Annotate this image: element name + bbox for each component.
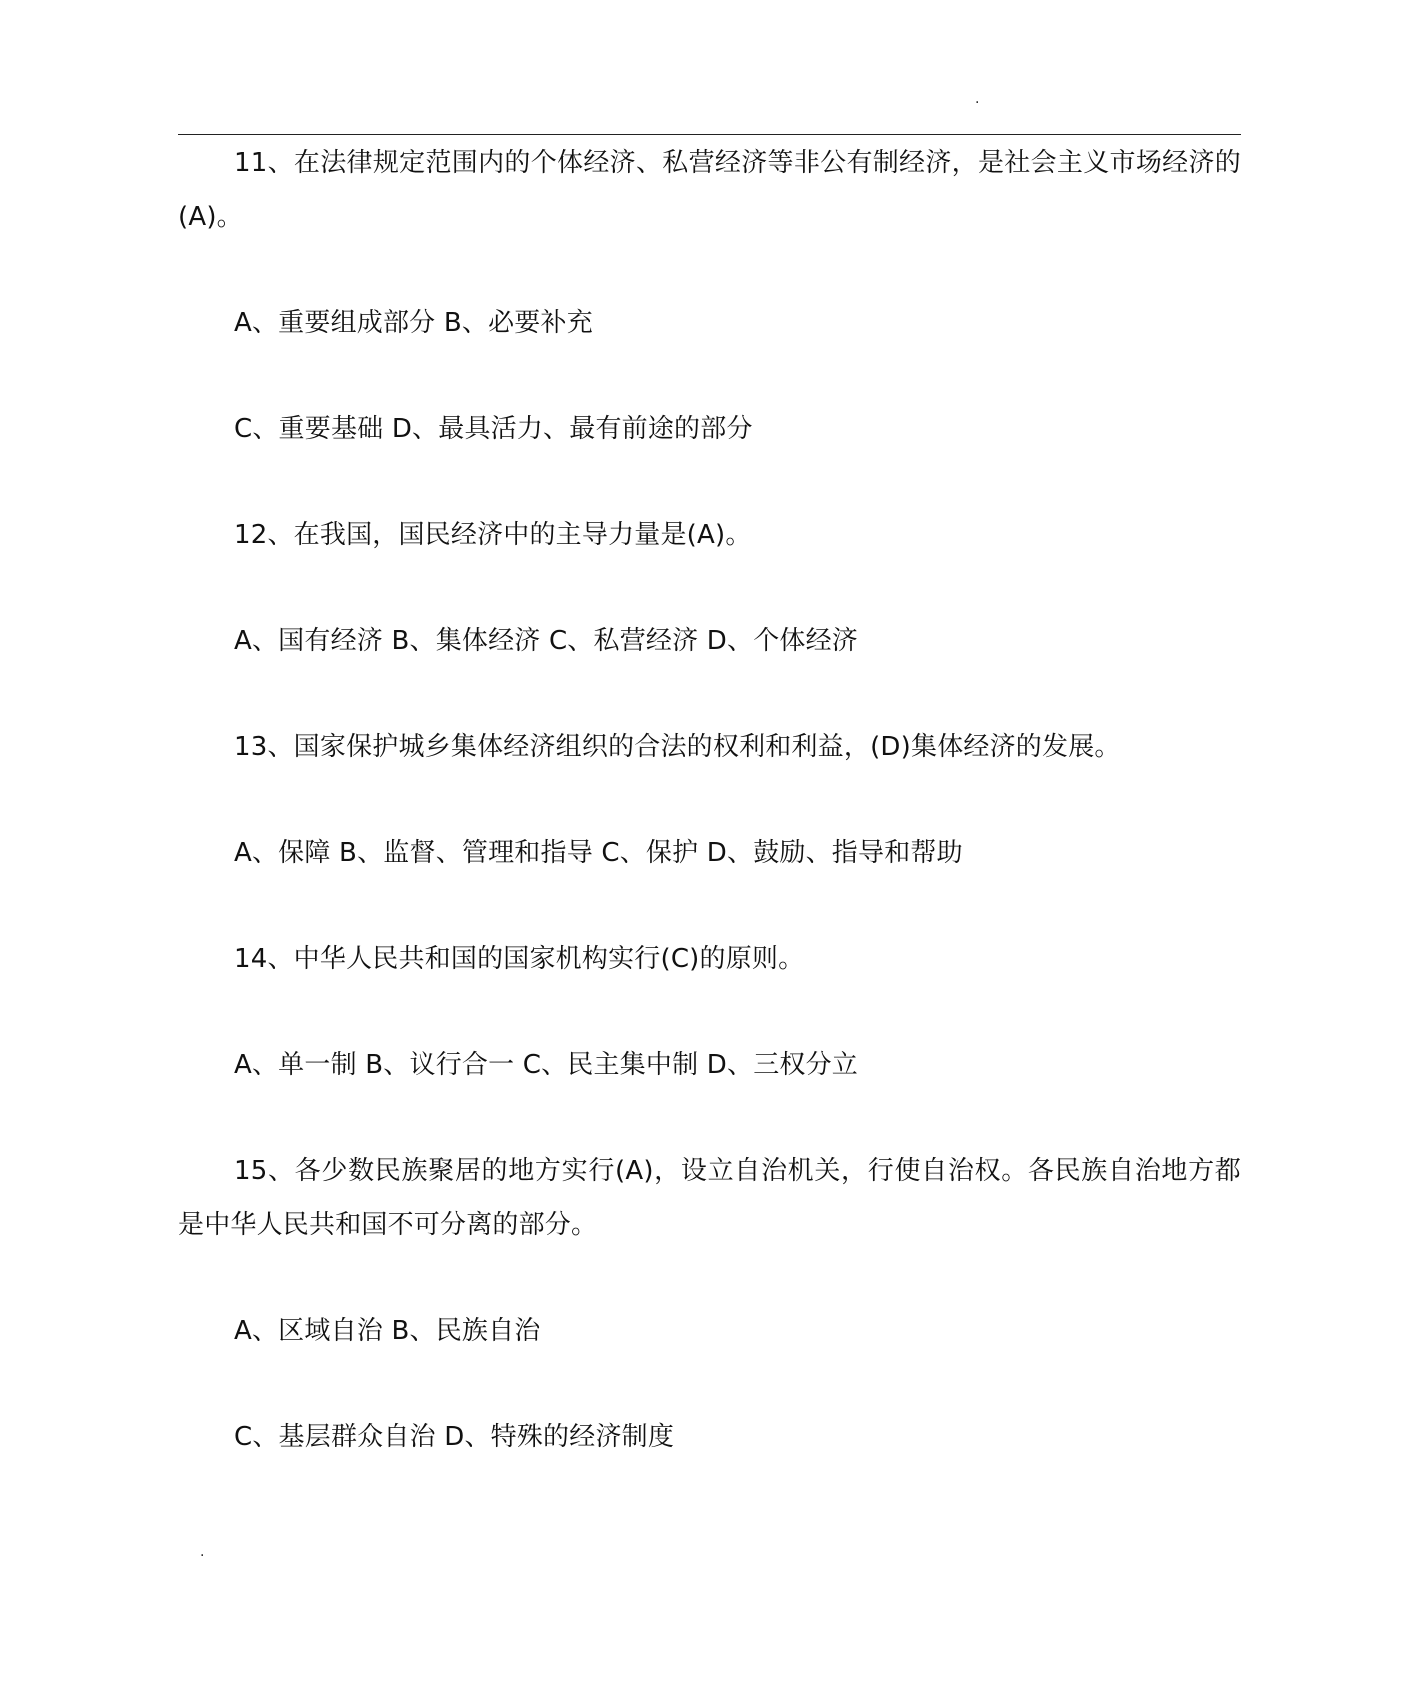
question-15-options-2: C、基层群众自治 D、特殊的经济制度 [234,1422,675,1452]
question-11-options-1: A、重要组成部分 B、必要补充 [234,308,593,338]
document-body [178,136,1241,1516]
question-15-options-1: A、区域自治 B、民族自治 [234,1316,541,1346]
question-11-options-2: C、重要基础 D、最具活力、最有前途的部分 [234,414,753,444]
question-13: 13、国家保护城乡集体经济组织的合法的权利和利益，(D)集体经济的发展。 [234,732,1121,762]
question-11: 11、在法律规定范围内的个体经济、私营经济等非公有制经济，是社会主义市场经济的(A)。 [178,148,1241,232]
question-13-options: A、保障 B、监督、管理和指导 C、保护 D、鼓励、指导和帮助 [234,838,963,868]
question-15: 15、各少数民族聚居的地方实行(A)，设立自治机关，行使自治权。各民族自治地方都是中华人民共和国不可分离的部分。 [178,1156,1241,1240]
footer-dot: . [200,1544,205,1560]
header-dot: . [975,91,980,107]
question-14-options: A、单一制 B、议行合一 C、民主集中制 D、三权分立 [234,1050,858,1080]
question-12: 12、在我国，国民经济中的主导力量是(A)。 [234,520,752,550]
question-14: 14、中华人民共和国的国家机构实行(C)的原则。 [234,944,805,974]
header-rule [178,134,1241,135]
question-12-options: A、国有经济 B、集体经济 C、私营经济 D、个体经济 [234,626,858,656]
